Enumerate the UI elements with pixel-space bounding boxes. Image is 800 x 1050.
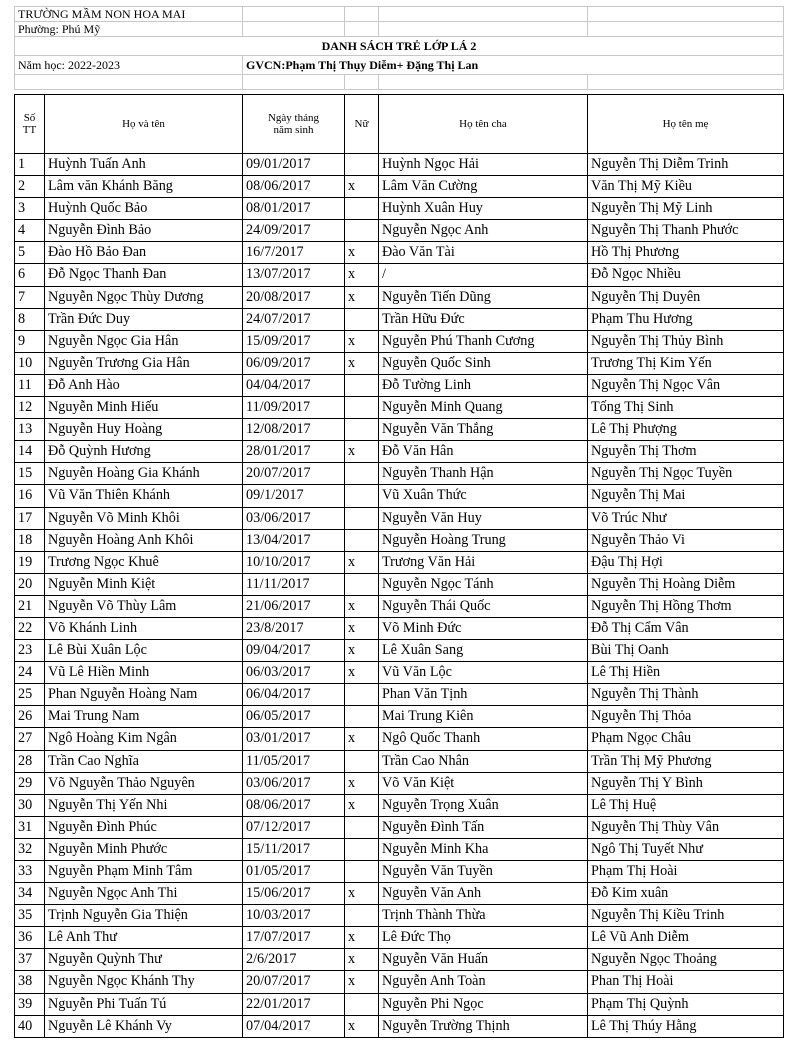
row-number: 22 bbox=[15, 617, 45, 639]
table-row bbox=[15, 794, 784, 816]
female-mark bbox=[345, 397, 379, 419]
child-name: Ngô Hoàng Kim Ngân bbox=[45, 728, 243, 750]
row-number: 25 bbox=[15, 684, 45, 706]
mother-name: Nguyễn Thị Ngọc Vân bbox=[588, 374, 784, 396]
birth-date: 15/06/2017 bbox=[243, 883, 345, 905]
birth-date: 08/06/2017 bbox=[243, 176, 345, 198]
female-mark: x bbox=[345, 883, 379, 905]
female-mark bbox=[345, 198, 379, 220]
female-mark: x bbox=[345, 595, 379, 617]
row-number: 7 bbox=[15, 286, 45, 308]
child-name: Đỗ Anh Hào bbox=[45, 374, 243, 396]
female-mark: x bbox=[345, 176, 379, 198]
mother-name: Nguyễn Thị Thùy Vân bbox=[588, 816, 784, 838]
child-name: Nguyễn Võ Minh Khôi bbox=[45, 507, 243, 529]
row-number: 23 bbox=[15, 640, 45, 662]
mother-name: Phạm Ngọc Châu bbox=[588, 728, 784, 750]
father-name: Nguyễn Phú Thanh Cương bbox=[379, 330, 588, 352]
female-mark bbox=[345, 573, 379, 595]
father-name: Nguyễn Tiến Dũng bbox=[379, 286, 588, 308]
birth-date: 12/08/2017 bbox=[243, 419, 345, 441]
father-name: Huỳnh Ngọc Hải bbox=[379, 154, 588, 176]
child-name: Nguyễn Ngọc Thùy Dương bbox=[45, 286, 243, 308]
mother-name: Đỗ Kim xuân bbox=[588, 883, 784, 905]
birth-date: 15/11/2017 bbox=[243, 838, 345, 860]
female-mark: x bbox=[345, 794, 379, 816]
female-mark bbox=[345, 905, 379, 927]
child-name: Nguyễn Trương Gia Hân bbox=[45, 352, 243, 374]
female-mark bbox=[345, 529, 379, 551]
father-name: Nguyễn Hoàng Trung bbox=[379, 529, 588, 551]
father-name: Nguyễn Văn Huấn bbox=[379, 949, 588, 971]
table-row bbox=[15, 507, 784, 529]
female-mark bbox=[345, 220, 379, 242]
mother-name: Lê Thị Huệ bbox=[588, 794, 784, 816]
female-mark: x bbox=[345, 286, 379, 308]
female-mark: x bbox=[345, 551, 379, 573]
table-row bbox=[15, 198, 784, 220]
table-row bbox=[15, 728, 784, 750]
row-number: 8 bbox=[15, 308, 45, 330]
mother-name: Đỗ Ngọc Nhiều bbox=[588, 264, 784, 286]
table-row bbox=[15, 750, 784, 772]
female-mark bbox=[345, 838, 379, 860]
table-row bbox=[15, 971, 784, 993]
father-name: Nguyễn Văn Tuyền bbox=[379, 861, 588, 883]
father-name: Nguyễn Quốc Sinh bbox=[379, 352, 588, 374]
father-name: Phan Văn Tịnh bbox=[379, 684, 588, 706]
female-mark bbox=[345, 993, 379, 1015]
female-mark: x bbox=[345, 264, 379, 286]
female-mark bbox=[345, 750, 379, 772]
mother-name: Nguyễn Thị Mỹ Linh bbox=[588, 198, 784, 220]
table-row bbox=[15, 816, 784, 838]
birth-date: 11/11/2017 bbox=[243, 573, 345, 595]
child-name: Nguyễn Ngọc Gia Hân bbox=[45, 330, 243, 352]
birth-date: 17/07/2017 bbox=[243, 927, 345, 949]
table-row bbox=[15, 374, 784, 396]
female-mark: x bbox=[345, 971, 379, 993]
female-mark bbox=[345, 374, 379, 396]
father-name: Nguyễn Thanh Hận bbox=[379, 463, 588, 485]
sheet-header bbox=[14, 6, 784, 90]
father-name: Vũ Xuân Thức bbox=[379, 485, 588, 507]
father-name: Nguyễn Minh Quang bbox=[379, 397, 588, 419]
table-row bbox=[15, 927, 784, 949]
mother-name: Bùi Thị Oanh bbox=[588, 640, 784, 662]
mother-name: Nguyễn Ngọc Thoảng bbox=[588, 949, 784, 971]
birth-date: 06/03/2017 bbox=[243, 662, 345, 684]
father-name: Nguyễn Minh Kha bbox=[379, 838, 588, 860]
father-name: Nguyễn Thái Quốc bbox=[379, 595, 588, 617]
row-number: 15 bbox=[15, 463, 45, 485]
female-mark bbox=[345, 419, 379, 441]
child-name: Nguyễn Hoàng Anh Khôi bbox=[45, 529, 243, 551]
female-mark: x bbox=[345, 617, 379, 639]
table-row bbox=[15, 551, 784, 573]
father-name: Đào Văn Tài bbox=[379, 242, 588, 264]
father-name: Nguyễn Trường Thịnh bbox=[379, 1015, 588, 1037]
female-mark: x bbox=[345, 352, 379, 374]
female-mark: x bbox=[345, 330, 379, 352]
father-name: Nguyễn Ngọc Anh bbox=[379, 220, 588, 242]
birth-date: 13/04/2017 bbox=[243, 529, 345, 551]
table-row bbox=[15, 529, 784, 551]
mother-name: Nguyễn Thị Thỏa bbox=[588, 706, 784, 728]
header-stt: Số TT bbox=[15, 95, 45, 154]
birth-date: 04/04/2017 bbox=[243, 374, 345, 396]
table-row bbox=[15, 463, 784, 485]
child-name: Huỳnh Quốc Bảo bbox=[45, 198, 243, 220]
father-name: Mai Trung Kiên bbox=[379, 706, 588, 728]
female-mark bbox=[345, 861, 379, 883]
table-row bbox=[15, 242, 784, 264]
table-row bbox=[15, 441, 784, 463]
header-father: Họ tên cha bbox=[379, 95, 588, 154]
child-name: Nguyễn Phạm Minh Tâm bbox=[45, 861, 243, 883]
birth-date: 03/06/2017 bbox=[243, 772, 345, 794]
row-number: 33 bbox=[15, 861, 45, 883]
father-name: Ngô Quốc Thanh bbox=[379, 728, 588, 750]
father-name: Nguyễn Ngọc Tánh bbox=[379, 573, 588, 595]
father-name: Nguyễn Phi Ngọc bbox=[379, 993, 588, 1015]
father-name: / bbox=[379, 264, 588, 286]
female-mark: x bbox=[345, 242, 379, 264]
row-number: 14 bbox=[15, 441, 45, 463]
row-number: 12 bbox=[15, 397, 45, 419]
row-number: 32 bbox=[15, 838, 45, 860]
mother-name: Đậu Thị Hợi bbox=[588, 551, 784, 573]
row-number: 3 bbox=[15, 198, 45, 220]
table-body bbox=[15, 154, 784, 1038]
mother-name: Phạm Thu Hương bbox=[588, 308, 784, 330]
mother-name: Lê Vũ Anh Diễm bbox=[588, 927, 784, 949]
birth-date: 08/06/2017 bbox=[243, 794, 345, 816]
birth-date: 24/09/2017 bbox=[243, 220, 345, 242]
row-number: 31 bbox=[15, 816, 45, 838]
mother-name: Văn Thị Mỹ Kiều bbox=[588, 176, 784, 198]
row-number: 5 bbox=[15, 242, 45, 264]
child-name: Nguyễn Lê Khánh Vy bbox=[45, 1015, 243, 1037]
birth-date: 01/05/2017 bbox=[243, 861, 345, 883]
row-number: 26 bbox=[15, 706, 45, 728]
child-name: Nguyễn Ngọc Anh Thi bbox=[45, 883, 243, 905]
table-row bbox=[15, 286, 784, 308]
child-name: Vũ Lê Hiền Minh bbox=[45, 662, 243, 684]
table-row bbox=[15, 883, 784, 905]
row-number: 34 bbox=[15, 883, 45, 905]
row-number: 39 bbox=[15, 993, 45, 1015]
homeroom-teacher: GVCN:Phạm Thị Thụy Diễm+ Đặng Thị Lan bbox=[243, 56, 784, 75]
mother-name: Lê Thị Hiền bbox=[588, 662, 784, 684]
mother-name: Nguyễn Thị Ngọc Tuyền bbox=[588, 463, 784, 485]
row-number: 20 bbox=[15, 573, 45, 595]
mother-name: Nguyễn Thị Y Bình bbox=[588, 772, 784, 794]
female-mark: x bbox=[345, 949, 379, 971]
child-name: Võ Khánh Linh bbox=[45, 617, 243, 639]
birth-date: 28/01/2017 bbox=[243, 441, 345, 463]
father-name: Lâm Văn Cường bbox=[379, 176, 588, 198]
row-number: 36 bbox=[15, 927, 45, 949]
child-name: Nguyễn Quỳnh Thư bbox=[45, 949, 243, 971]
female-mark bbox=[345, 706, 379, 728]
row-number: 27 bbox=[15, 728, 45, 750]
child-name: Lê Anh Thư bbox=[45, 927, 243, 949]
mother-name: Nguyễn Thị Thơm bbox=[588, 441, 784, 463]
birth-date: 08/01/2017 bbox=[243, 198, 345, 220]
table-row bbox=[15, 684, 784, 706]
birth-date: 10/10/2017 bbox=[243, 551, 345, 573]
mother-name: Lê Thị Thúy Hằng bbox=[588, 1015, 784, 1037]
row-number: 2 bbox=[15, 176, 45, 198]
child-name: Nguyễn Minh Phước bbox=[45, 838, 243, 860]
child-name: Nguyễn Ngọc Khánh Thy bbox=[45, 971, 243, 993]
father-name: Nguyễn Văn Anh bbox=[379, 883, 588, 905]
row-number: 4 bbox=[15, 220, 45, 242]
father-name: Nguyễn Văn Thắng bbox=[379, 419, 588, 441]
table-row bbox=[15, 1015, 784, 1037]
female-mark: x bbox=[345, 640, 379, 662]
child-name: Võ Nguyễn Thảo Nguyên bbox=[45, 772, 243, 794]
female-mark bbox=[345, 154, 379, 176]
father-name: Võ Minh Đức bbox=[379, 617, 588, 639]
table-row bbox=[15, 772, 784, 794]
mother-name: Nguyễn Thị Hồng Thơm bbox=[588, 595, 784, 617]
father-name: Đỗ Tường Linh bbox=[379, 374, 588, 396]
birth-date: 07/12/2017 bbox=[243, 816, 345, 838]
row-number: 35 bbox=[15, 905, 45, 927]
table-row bbox=[15, 861, 784, 883]
header-female: Nữ bbox=[345, 95, 379, 154]
mother-name: Nguyễn Thị Thanh Phước bbox=[588, 220, 784, 242]
child-name: Trần Đức Duy bbox=[45, 308, 243, 330]
father-name: Trần Cao Nhân bbox=[379, 750, 588, 772]
birth-date: 20/07/2017 bbox=[243, 463, 345, 485]
child-name: Huỳnh Tuấn Anh bbox=[45, 154, 243, 176]
row-number: 16 bbox=[15, 485, 45, 507]
mother-name: Tống Thị Sinh bbox=[588, 397, 784, 419]
mother-name: Nguyễn Thảo Vi bbox=[588, 529, 784, 551]
birth-date: 20/07/2017 bbox=[243, 971, 345, 993]
row-number: 38 bbox=[15, 971, 45, 993]
mother-name: Phạm Thị Hoài bbox=[588, 861, 784, 883]
header-dob: Ngày tháng năm sinh bbox=[243, 95, 345, 154]
birth-date: 13/07/2017 bbox=[243, 264, 345, 286]
mother-name: Phan Thị Hoài bbox=[588, 971, 784, 993]
female-mark: x bbox=[345, 441, 379, 463]
child-name: Mai Trung Nam bbox=[45, 706, 243, 728]
document-title: DANH SÁCH TRẺ LỚP LÁ 2 bbox=[15, 37, 784, 56]
female-mark: x bbox=[345, 728, 379, 750]
row-number: 11 bbox=[15, 374, 45, 396]
birth-date: 09/04/2017 bbox=[243, 640, 345, 662]
father-name: Nguyễn Anh Toàn bbox=[379, 971, 588, 993]
father-name: Lê Xuân Sang bbox=[379, 640, 588, 662]
birth-date: 07/04/2017 bbox=[243, 1015, 345, 1037]
birth-date: 15/09/2017 bbox=[243, 330, 345, 352]
child-name: Đỗ Quỳnh Hương bbox=[45, 441, 243, 463]
birth-date: 21/06/2017 bbox=[243, 595, 345, 617]
table-row bbox=[15, 573, 784, 595]
header-mother: Họ tên mẹ bbox=[588, 95, 784, 154]
birth-date: 22/01/2017 bbox=[243, 993, 345, 1015]
row-number: 40 bbox=[15, 1015, 45, 1037]
table-row bbox=[15, 595, 784, 617]
female-mark: x bbox=[345, 927, 379, 949]
father-name: Đỗ Văn Hân bbox=[379, 441, 588, 463]
child-name: Nguyễn Hoàng Gia Khánh bbox=[45, 463, 243, 485]
female-mark bbox=[345, 684, 379, 706]
birth-date: 06/09/2017 bbox=[243, 352, 345, 374]
child-name: Nguyễn Đình Bảo bbox=[45, 220, 243, 242]
row-number: 18 bbox=[15, 529, 45, 551]
child-name: Lâm văn Khánh Băng bbox=[45, 176, 243, 198]
birth-date: 23/8/2017 bbox=[243, 617, 345, 639]
table-row bbox=[15, 352, 784, 374]
school-name: TRƯỜNG MẦM NON HOA MAI bbox=[15, 7, 243, 22]
header-name: Họ và tên bbox=[45, 95, 243, 154]
female-mark bbox=[345, 463, 379, 485]
birth-date: 03/01/2017 bbox=[243, 728, 345, 750]
table-row bbox=[15, 264, 784, 286]
table-row bbox=[15, 485, 784, 507]
birth-date: 11/09/2017 bbox=[243, 397, 345, 419]
table-row bbox=[15, 330, 784, 352]
female-mark: x bbox=[345, 662, 379, 684]
mother-name: Nguyễn Thị Thủy Bình bbox=[588, 330, 784, 352]
mother-name: Phạm Thị Quỳnh bbox=[588, 993, 784, 1015]
father-name: Huỳnh Xuân Huy bbox=[379, 198, 588, 220]
female-mark: x bbox=[345, 772, 379, 794]
table-row bbox=[15, 176, 784, 198]
student-table bbox=[14, 94, 784, 1038]
ward-name: Phường: Phú Mỹ bbox=[15, 22, 243, 37]
row-number: 29 bbox=[15, 772, 45, 794]
table-row bbox=[15, 154, 784, 176]
birth-date: 16/7/2017 bbox=[243, 242, 345, 264]
birth-date: 09/01/2017 bbox=[243, 154, 345, 176]
child-name: Nguyễn Đình Phúc bbox=[45, 816, 243, 838]
birth-date: 06/04/2017 bbox=[243, 684, 345, 706]
mother-name: Nguyễn Thị Diễm Trinh bbox=[588, 154, 784, 176]
father-name: Nguyễn Đình Tấn bbox=[379, 816, 588, 838]
row-number: 37 bbox=[15, 949, 45, 971]
birth-date: 2/6/2017 bbox=[243, 949, 345, 971]
child-name: Nguyễn Minh Kiệt bbox=[45, 573, 243, 595]
row-number: 17 bbox=[15, 507, 45, 529]
row-number: 13 bbox=[15, 419, 45, 441]
table-row bbox=[15, 905, 784, 927]
female-mark bbox=[345, 308, 379, 330]
mother-name: Nguyễn Thị Kiều Trinh bbox=[588, 905, 784, 927]
child-name: Nguyễn Phi Tuấn Tú bbox=[45, 993, 243, 1015]
table-row bbox=[15, 397, 784, 419]
table-row bbox=[15, 419, 784, 441]
father-name: Lê Đức Thọ bbox=[379, 927, 588, 949]
table-row bbox=[15, 617, 784, 639]
birth-date: 03/06/2017 bbox=[243, 507, 345, 529]
table-row bbox=[15, 838, 784, 860]
mother-name: Trương Thị Kim Yến bbox=[588, 352, 784, 374]
table-row bbox=[15, 640, 784, 662]
table-row bbox=[15, 220, 784, 242]
child-name: Vũ Văn Thiên Khánh bbox=[45, 485, 243, 507]
birth-date: 24/07/2017 bbox=[243, 308, 345, 330]
child-name: Nguyễn Minh Hiếu bbox=[45, 397, 243, 419]
female-mark bbox=[345, 507, 379, 529]
child-name: Phan Nguyễn Hoàng Nam bbox=[45, 684, 243, 706]
female-mark bbox=[345, 485, 379, 507]
child-name: Đỗ Ngọc Thanh Đan bbox=[45, 264, 243, 286]
row-number: 10 bbox=[15, 352, 45, 374]
mother-name: Nguyễn Thị Hoàng Diễm bbox=[588, 573, 784, 595]
child-name: Nguyễn Thị Yến Nhi bbox=[45, 794, 243, 816]
mother-name: Nguyễn Thị Thành bbox=[588, 684, 784, 706]
table-row bbox=[15, 662, 784, 684]
child-name: Trần Cao Nghĩa bbox=[45, 750, 243, 772]
father-name: Nguyễn Trọng Xuân bbox=[379, 794, 588, 816]
row-number: 6 bbox=[15, 264, 45, 286]
table-row bbox=[15, 949, 784, 971]
mother-name: Lê Thị Phượng bbox=[588, 419, 784, 441]
row-number: 21 bbox=[15, 595, 45, 617]
row-number: 9 bbox=[15, 330, 45, 352]
mother-name: Hồ Thị Phương bbox=[588, 242, 784, 264]
father-name: Vũ Văn Lộc bbox=[379, 662, 588, 684]
mother-name: Trần Thị Mỹ Phương bbox=[588, 750, 784, 772]
table-header-row bbox=[15, 95, 784, 154]
father-name: Trịnh Thành Thừa bbox=[379, 905, 588, 927]
row-number: 1 bbox=[15, 154, 45, 176]
child-name: Đào Hồ Bảo Đan bbox=[45, 242, 243, 264]
birth-date: 11/05/2017 bbox=[243, 750, 345, 772]
row-number: 24 bbox=[15, 662, 45, 684]
female-mark bbox=[345, 816, 379, 838]
child-name: Nguyễn Võ Thùy Lâm bbox=[45, 595, 243, 617]
table-row bbox=[15, 308, 784, 330]
row-number: 30 bbox=[15, 794, 45, 816]
child-name: Nguyễn Huy Hoàng bbox=[45, 419, 243, 441]
birth-date: 06/05/2017 bbox=[243, 706, 345, 728]
mother-name: Nguyễn Thị Duyên bbox=[588, 286, 784, 308]
father-name: Trương Văn Hải bbox=[379, 551, 588, 573]
child-name: Trương Ngọc Khuê bbox=[45, 551, 243, 573]
female-mark: x bbox=[345, 1015, 379, 1037]
birth-date: 10/03/2017 bbox=[243, 905, 345, 927]
mother-name: Võ Trúc Như bbox=[588, 507, 784, 529]
table-row bbox=[15, 706, 784, 728]
child-name: Lê Bùi Xuân Lộc bbox=[45, 640, 243, 662]
father-name: Nguyễn Văn Huy bbox=[379, 507, 588, 529]
birth-date: 20/08/2017 bbox=[243, 286, 345, 308]
row-number: 19 bbox=[15, 551, 45, 573]
father-name: Võ Văn Kiệt bbox=[379, 772, 588, 794]
child-name: Trịnh Nguyễn Gia Thiện bbox=[45, 905, 243, 927]
mother-name: Ngô Thị Tuyết Như bbox=[588, 838, 784, 860]
row-number: 28 bbox=[15, 750, 45, 772]
father-name: Trần Hữu Đức bbox=[379, 308, 588, 330]
mother-name: Đỗ Thị Cẩm Vân bbox=[588, 617, 784, 639]
mother-name: Nguyễn Thị Mai bbox=[588, 485, 784, 507]
school-year: Năm học: 2022-2023 bbox=[15, 56, 243, 75]
birth-date: 09/1/2017 bbox=[243, 485, 345, 507]
table-row bbox=[15, 993, 784, 1015]
